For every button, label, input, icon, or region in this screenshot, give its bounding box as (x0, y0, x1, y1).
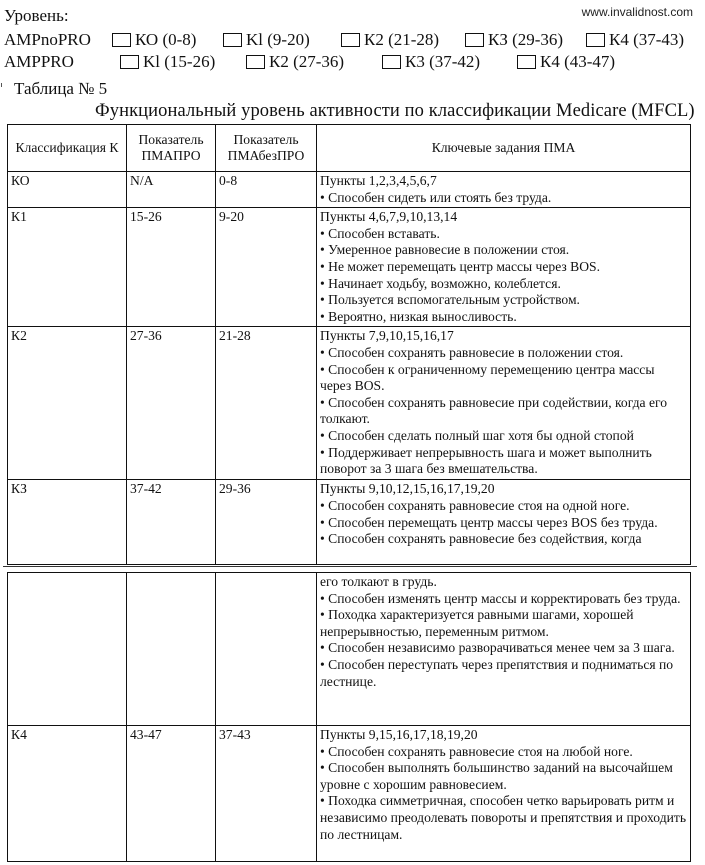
levels-title: Уровень: (4, 6, 69, 25)
bullet: • Умеренное равновесие в положении стоя. (320, 242, 570, 258)
bullet: • Способен выполнять большинство заданий на высочайшем уровне с хорошим равновесием. (320, 760, 673, 792)
bullet: • Способен изменять центр массы и корректировать без труда. (320, 590, 681, 606)
bullet: • Способен переступать через препятствия и подниматься по лестнице. (320, 656, 674, 689)
cell-tasks (317, 172, 691, 208)
bullet: • Способен сидеть или стоять без труда. (320, 189, 552, 205)
level-option[interactable]: Kl (15-26) (120, 52, 246, 72)
table-row (8, 327, 691, 480)
level-option[interactable]: К2 (27-36) (246, 52, 382, 72)
bullet: • Способен вставать. (320, 225, 440, 241)
level-option[interactable]: Kl (9-20) (223, 30, 341, 50)
cell-nopro: 29-36 (216, 480, 317, 565)
cell-tasks (317, 480, 691, 565)
table-caption: Функциональный уровень активности по классификации Medicare (MFCL) (95, 101, 695, 121)
header-classification: Классификация К (8, 125, 127, 172)
checkbox-icon[interactable] (465, 33, 484, 47)
mfcl-table-continued (7, 572, 691, 862)
bullet: • Способен сделать полный шаг хотя бы одной стопой (320, 427, 634, 443)
bullet: • Способен перемещать центр массы через BOS без труда. (320, 514, 658, 530)
checkbox-icon[interactable] (223, 33, 242, 47)
checkbox-icon[interactable] (120, 55, 139, 69)
cell-tasks (317, 208, 691, 327)
items-list: Пункты 7,9,10,15,16,17 (320, 328, 454, 344)
page-break-line (3, 566, 697, 567)
cell-pro: N/A (127, 172, 216, 208)
cell-nopro: 21-28 (216, 327, 317, 480)
checkbox-icon[interactable] (586, 33, 605, 47)
bullet: • Походка характеризуется равными шагами, хорошей непрерывностью, переменным ритмом. (320, 607, 634, 639)
header-pro: Показатель ПМАПРО (127, 125, 216, 172)
watermark: www.invalidnost.com (581, 5, 693, 19)
cell-classification: К4 (8, 726, 127, 862)
header-nopro: Показатель ПМАбезПРО (216, 125, 317, 172)
cell-nopro (216, 573, 317, 726)
cell-classification: КО (8, 172, 127, 208)
cell-nopro: 0-8 (216, 172, 317, 208)
cell-tasks (317, 327, 691, 480)
checkbox-icon[interactable] (112, 33, 131, 47)
cell-tasks (317, 726, 691, 862)
bullet: • Не может перемещать центр массы через BOS. (320, 258, 601, 274)
cell-tasks (317, 573, 691, 726)
checkbox-icon[interactable] (246, 55, 265, 69)
levels-prefix: AMPPRO (4, 52, 74, 71)
items-list: Пункты 1,2,3,4,5,6,7 (320, 173, 437, 188)
level-option[interactable]: К4 (43-47) (517, 52, 615, 72)
levels-row-ampnopro (4, 30, 684, 50)
level-option[interactable]: К2 (21-28) (341, 30, 465, 50)
table-number: Таблица № 5 (14, 79, 108, 98)
bullet: • Походка симметричная, способен четко варьировать ритм и независимо преодолевать повороты и препятствия и проходить по лестницам. (320, 793, 687, 842)
cell-pro: 37-42 (127, 480, 216, 565)
cell-pro: 43-47 (127, 726, 216, 862)
cell-pro: 27-36 (127, 327, 216, 480)
items-list: Пункты 9,10,12,15,16,17,19,20 (320, 481, 495, 497)
table-row (8, 172, 691, 208)
table-row (8, 726, 691, 862)
table-header-row (8, 125, 691, 172)
bullet: • Способен сохранять равновесие стоя на любой ноге. (320, 743, 633, 759)
bullet: • Способен сохранять равновесие стоя на одной ноге. (320, 497, 630, 513)
cell-classification: К2 (8, 327, 127, 480)
cell-pro (127, 573, 216, 726)
bullet: • Способен к ограниченному перемещению центра массы через BOS. (320, 361, 655, 394)
table-row-continuation (8, 573, 691, 726)
level-option[interactable]: К4 (37-43) (586, 30, 684, 50)
checkbox-icon[interactable] (382, 55, 401, 69)
table-row (8, 208, 691, 327)
bullet: • Способен сохранять равновесие без содействия, когда (320, 531, 642, 547)
cell-classification: КЗ (8, 480, 127, 565)
checkbox-icon[interactable] (341, 33, 360, 47)
cell-classification (8, 573, 127, 726)
checkbox-icon[interactable] (517, 55, 536, 69)
cell-classification: К1 (8, 208, 127, 327)
items-list: Пункты 9,15,16,17,18,19,20 (320, 727, 478, 742)
levels-row-amppro (4, 52, 615, 72)
header-tasks: Ключевые задания ПМА (317, 125, 691, 172)
cell-nopro: 9-20 (216, 208, 317, 327)
mfcl-table (7, 124, 691, 565)
cell-nopro: 37-43 (216, 726, 317, 862)
bullet: • Вероятно, низкая выносливость. (320, 308, 517, 324)
bullet: • Пользуется вспомогательным устройством. (320, 292, 580, 308)
bullet: • Поддерживает непрерывность шага и может выполнить поворот за 3 шага без вмешательства. (320, 444, 652, 477)
bullet: • Способен сохранять равновесие при содействии, когда его толкают. (320, 394, 668, 427)
level-option[interactable]: К3 (37-42) (382, 52, 517, 72)
bullet: его толкают в грудь. (320, 574, 437, 589)
bullet: • Способен независимо разворачиваться менее чем за 3 шага. (320, 640, 675, 656)
cell-pro: 15-26 (127, 208, 216, 327)
levels-prefix: AMPnoPRO (4, 30, 91, 49)
level-option[interactable]: КО (0-8) (112, 30, 223, 50)
table-row (8, 480, 691, 565)
items-list: Пункты 4,6,7,9,10,13,14 (320, 209, 458, 225)
bullet: • Способен сохранять равновесие в положении стоя. (320, 344, 624, 360)
level-option[interactable]: КЗ (29-36) (465, 30, 586, 50)
margin-mark (1, 83, 5, 87)
bullet: • Начинает ходьбу, возможно, колеблется. (320, 275, 561, 291)
